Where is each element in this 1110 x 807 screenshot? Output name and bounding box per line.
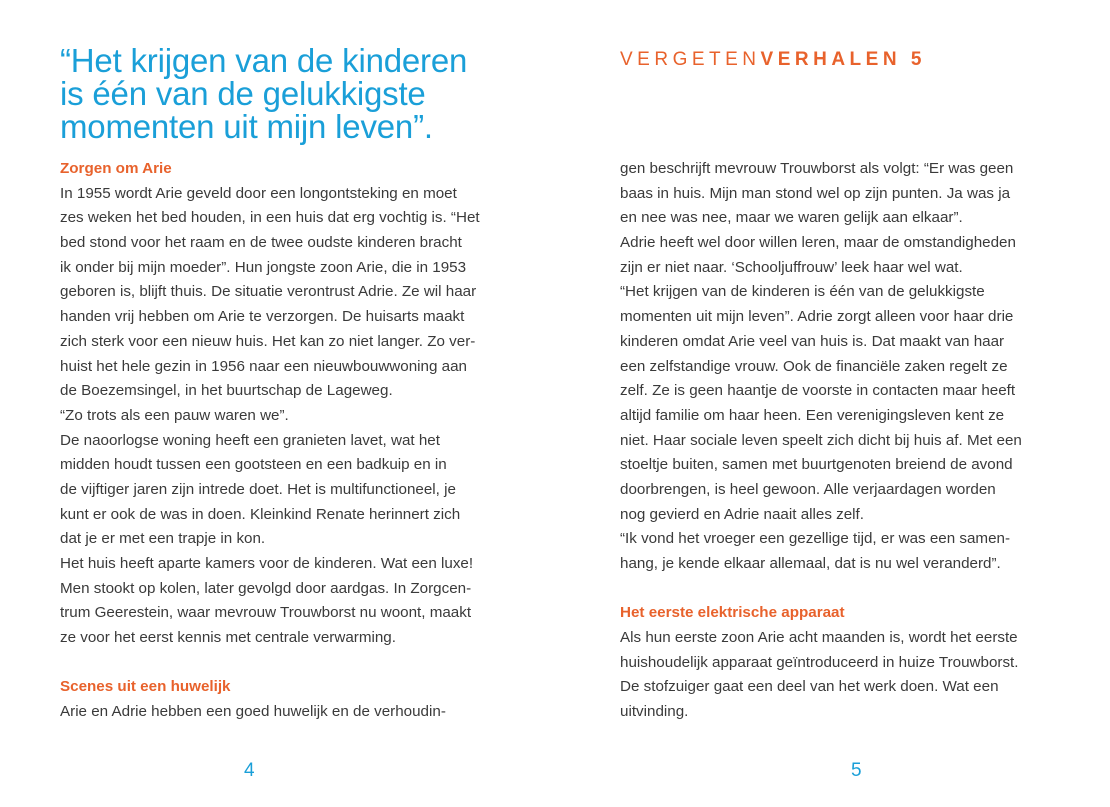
body-text-line: stoeltje buiten, samen met buurtgenoten breiend de avond <box>620 456 1013 474</box>
body-text-line: kinderen omdat Arie veel van huis is. Dat maakt van haar <box>620 332 1005 350</box>
body-text-line: zelf. Ze is geen haantje de voorste in contacten maar heeft <box>620 382 1016 400</box>
body-text-line: kunt er ook de was in doen. Kleinkind Renate herinnert zich <box>60 505 461 523</box>
body-text-line: hang, je kende elkaar allemaal, dat is nu wel veranderd”. <box>620 555 1001 572</box>
pull-quote-line: “Het krijgen van de kinderen <box>60 42 468 79</box>
pull-quote-line: momenten uit mijn leven”. <box>60 108 433 145</box>
right-page <box>555 0 1110 807</box>
body-text-line: De naoorlogse woning heeft een granieten lavet, wat het <box>60 431 440 449</box>
section-heading: Scenes uit een huwelijk <box>60 678 231 696</box>
series-title-light: VERGETEN <box>620 49 761 70</box>
body-text-line: ik onder bij mijn moeder”. Hun jongste zoon Arie, die in 1953 <box>60 258 467 276</box>
body-text-line: In 1955 wordt Arie geveld door een longontsteking en moet <box>60 184 457 202</box>
body-text-line: zes weken het bed houden, in een huis dat erg vochtig is. “Het <box>60 209 480 227</box>
page-number: 5 <box>851 760 862 781</box>
body-text-line: de Boezemsingel, in het buurtschap de Lageweg. <box>60 382 393 400</box>
body-text-line: en nee was nee, maar we waren gelijk aan elkaar”. <box>620 209 963 227</box>
body-text-line: De stofzuiger gaat een deel van het werk doen. Wat een <box>620 678 999 696</box>
body-text-line: doorbrengen, is heel gewoon. Alle verjaardagen worden <box>620 480 996 498</box>
body-text-line: midden houdt tussen een gootsteen en een badkuip en in <box>60 456 447 474</box>
body-text-line: momenten uit mijn leven”. Adrie zorgt alleen voor haar drie <box>620 308 1014 326</box>
body-text-line: dat je er met een trapje in kon. <box>60 530 266 548</box>
body-text-line: Het huis heeft aparte kamers voor de kinderen. Wat een luxe! <box>60 555 474 572</box>
left-text-column <box>60 157 490 725</box>
section-heading: Het eerste elektrische apparaat <box>620 604 845 622</box>
right-text-column <box>620 157 1050 725</box>
paragraph-gap <box>620 577 1050 602</box>
body-text-line: baas in huis. Mijn man stond wel op zijn punten. Ja was ja <box>620 184 1011 202</box>
body-text-line: niet. Haar sociale leven speelt zich dicht bij huis af. Met een <box>620 431 1022 449</box>
pull-quote-line: is één van de gelukkigste <box>60 75 426 112</box>
body-text-line: de vijftiger jaren zijn intrede doet. Het is multifunctioneel, je <box>60 480 456 498</box>
series-title <box>620 49 926 71</box>
body-text-line: handen vrij hebben om Arie te verzorgen. De huisarts maakt <box>60 308 465 326</box>
body-text-line: Adrie heeft wel door willen leren, maar de omstandigheden <box>620 234 1016 252</box>
page-number: 4 <box>244 760 255 781</box>
body-text-line: “Ik vond het vroeger een gezellige tijd, er was een samen- <box>620 530 1011 548</box>
body-text-line: zijn er niet naar. ‘Schooljuffrouw’ leek haar wel wat. <box>620 258 963 276</box>
body-text-line: een zelfstandige vrouw. Ook de financiële zaken regelt ze <box>620 357 1008 375</box>
series-title-bold: VERHALEN 5 <box>760 49 926 70</box>
body-text-line: “Zo trots als een pauw waren we”. <box>60 406 289 424</box>
body-text-line: altijd familie om haar heen. Een verenigingsleven kent ze <box>620 406 1005 424</box>
body-text-line: ze voor het eerst kennis met centrale verwarming. <box>60 629 396 647</box>
body-text-line: uitvinding. <box>620 703 689 721</box>
body-text-line: Men stookt op kolen, later gevolgd door aardgas. In Zorgcen- <box>60 579 472 597</box>
body-text-line: bed stond voor het raam en de twee oudste kinderen bracht <box>60 234 462 252</box>
body-text-line: huishoudelijk apparaat geïntroduceerd in huize Trouwborst. <box>620 653 1019 671</box>
body-text-line: gen beschrijft mevrouw Trouwborst als volgt: “Er was geen <box>620 160 1014 177</box>
body-text-line: trum Geerestein, waar mevrouw Trouwborst nu woont, maakt <box>60 604 472 622</box>
body-text-line: Als hun eerste zoon Arie acht maanden is, wordt het eerste <box>620 629 1018 647</box>
body-text-line: huist het hele gezin in 1956 naar een nieuwbouwwoning aan <box>60 357 467 375</box>
body-text-line: Arie en Adrie hebben een goed huwelijk en de verhoudin- <box>60 703 446 721</box>
section-heading: Zorgen om Arie <box>60 160 172 177</box>
body-text-line: geboren is, blijft thuis. De situatie verontrust Adrie. Ze wil haar <box>60 283 477 301</box>
body-text-line: zich sterk voor een nieuw huis. Het kan zo niet langer. Zo ver- <box>60 332 476 350</box>
paragraph-gap <box>60 651 490 676</box>
body-text-line: nog gevierd en Adrie naait alles zelf. <box>620 505 865 523</box>
body-text-line: “Het krijgen van de kinderen is één van de gelukkigste <box>620 283 985 301</box>
pull-quote <box>60 44 520 143</box>
